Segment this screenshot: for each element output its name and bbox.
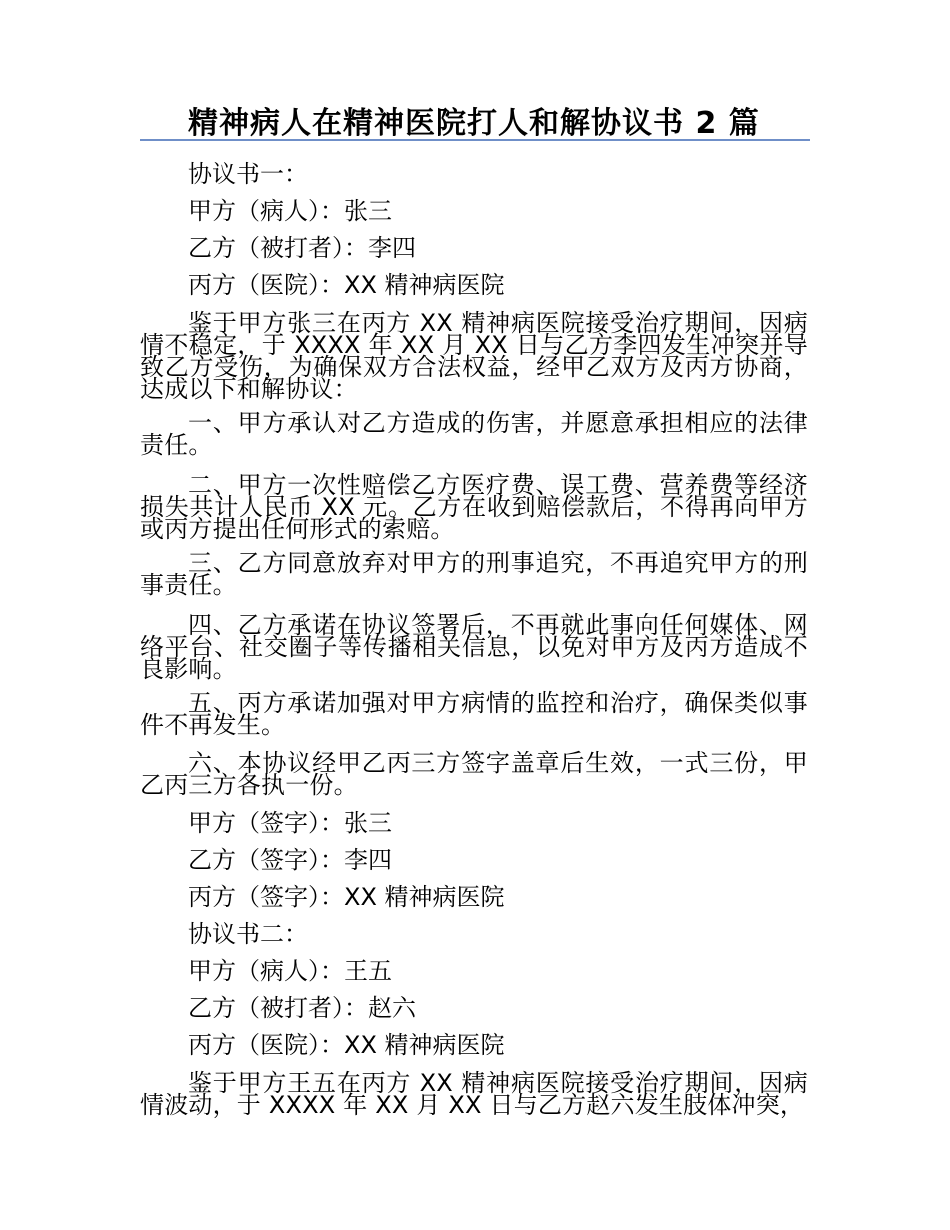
agreement2-party-a: 甲方（病人）：王五	[188, 957, 392, 985]
agreement1-heading: 协议书一：	[188, 160, 308, 188]
agreement1-party-b: 乙方（被打者）：李四	[188, 234, 416, 262]
agreement1-clause-3: 三、乙方同意放弃对甲方的刑事追究，不再追究甲方的刑事责任。	[140, 549, 808, 599]
agreement1-clause-2: 二、甲方一次性赔偿乙方医疗费、误工费、营养费等经济损失共计人民币 XX 元。乙方在收到赔偿款后，不得再向甲方或丙方提出任何形式的索赔。	[140, 471, 808, 543]
agreement2-preamble: 鉴于甲方王五在丙方 XX 精神病医院接受治疗期间，因病情波动，于 XXXX 年 XX 月 XX 日与乙方赵六发生肢体冲突，	[140, 1069, 808, 1119]
agreement1-clause-4: 四、乙方承诺在协议签署后，不再就此事向任何媒体、网络平台、社交圈子等传播相关信息，以免对甲方及丙方造成不良影响。	[140, 611, 808, 683]
agreement1-signature-a: 甲方（签字）：张三	[188, 809, 392, 837]
agreement1-clause-1: 一、甲方承认对乙方造成的伤害，并愿意承担相应的法律责任。	[140, 409, 808, 459]
agreement1-signature-c: 丙方（签字）：XX 精神病医院	[188, 883, 505, 911]
agreement2-party-c: 丙方（医院）：XX 精神病医院	[188, 1031, 505, 1059]
agreement1-party-c: 丙方（医院）：XX 精神病医院	[188, 271, 505, 299]
agreement1-preamble: 鉴于甲方张三在丙方 XX 精神病医院接受治疗期间，因病情不稳定，于 XXXX 年 XX 月 XX 日与乙方李四发生冲突并导致乙方受伤，为确保双方合法权益，经甲乙双方及丙方协商，达成以下和解协议：	[140, 309, 808, 403]
agreement2-heading: 协议书二：	[188, 920, 308, 948]
agreement1-signature-b: 乙方（签字）：李四	[188, 846, 392, 874]
agreement1-party-a: 甲方（病人）：张三	[188, 197, 392, 225]
title-underline	[140, 139, 810, 141]
agreement2-party-b: 乙方（被打者）：赵六	[188, 994, 416, 1022]
document-title: 精神病人在精神医院打人和解协议书 2 篇	[188, 106, 760, 141]
agreement1-clause-6: 六、本协议经甲乙丙三方签字盖章后生效，一式三份，甲乙丙三方各执一份。	[140, 749, 808, 799]
agreement1-clause-5: 五、丙方承诺加强对甲方病情的监控和治疗，确保类似事件不再发生。	[140, 689, 808, 739]
